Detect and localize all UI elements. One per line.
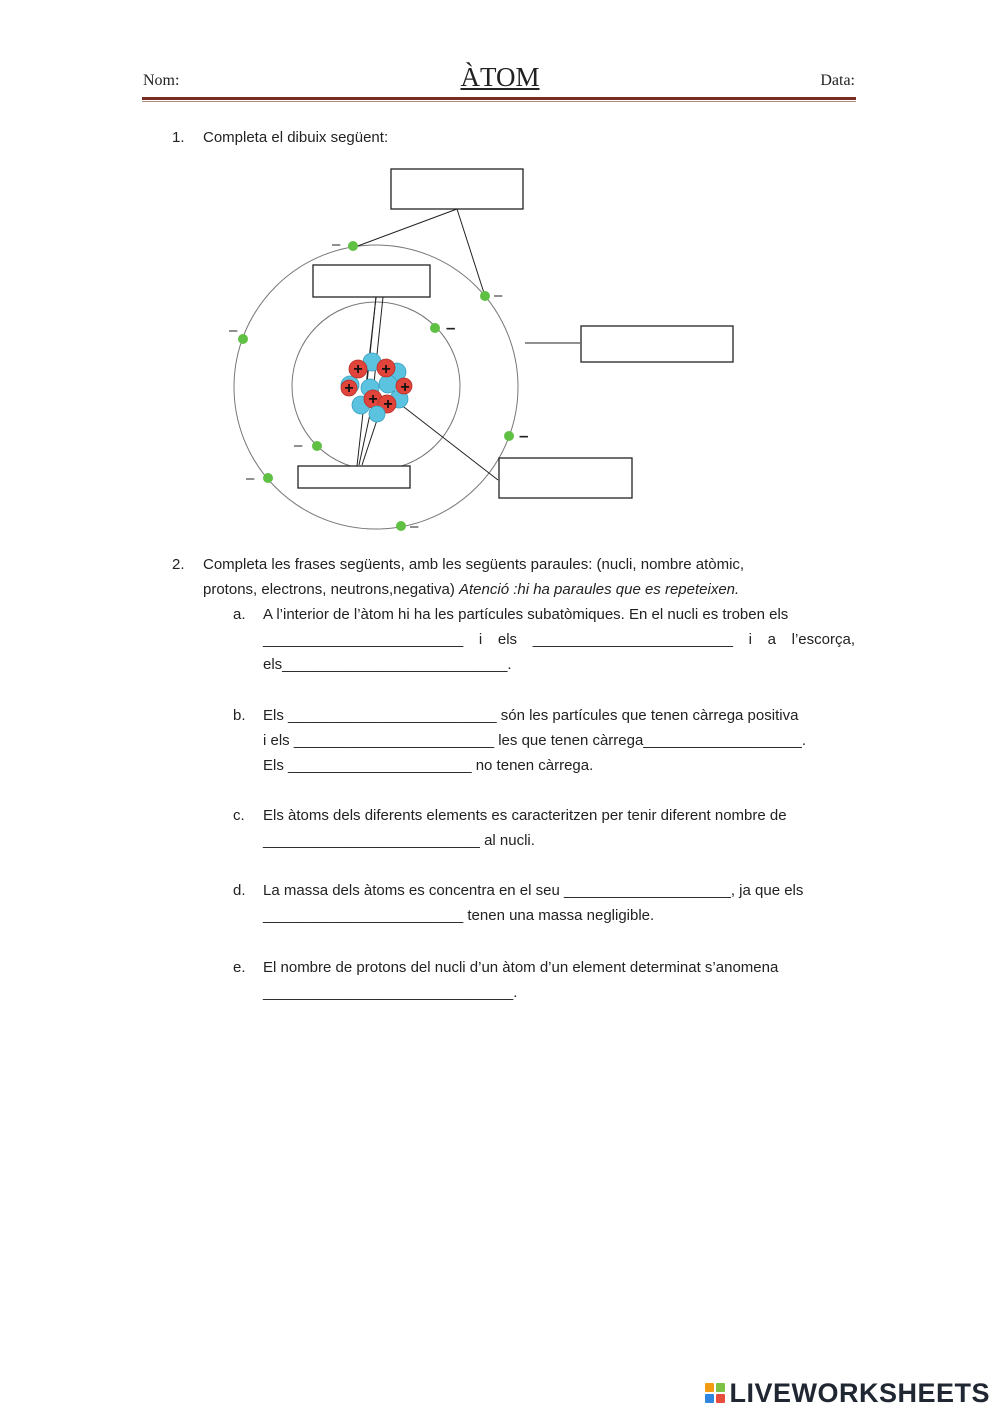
electron [238,334,248,344]
proton-sign: + [344,380,354,397]
proton-sign: + [383,396,393,413]
leader-lines [355,209,580,480]
proton-sign: + [400,379,410,396]
electron-sign: – [246,470,255,487]
label-box-nucleus[interactable] [313,265,430,297]
item-d [263,878,855,928]
electron-sign: – [519,426,529,445]
item-a-line[interactable]: els___________________________. [263,656,512,673]
item-b-line[interactable]: i els ________________________ les que tenen càrrega___________________. [263,732,806,749]
item-letter-a: a. [233,606,246,623]
electron [504,431,514,441]
q2-intro-line1: Completa les frases següents, amb les següents paraules: (nucli, nombre atòmic, [203,556,745,573]
item-a-line: A l’interior de l’àtom hi ha les partícules subatòmiques. En el nucli es troben els [263,606,789,623]
proton-sign: + [353,361,363,378]
item-c [263,803,855,853]
item-letter-d: d. [233,882,246,899]
electron [348,241,358,251]
q2-intro-words: protons, electrons, neutrons,negativa) [203,581,455,598]
item-d-line[interactable]: La massa dels àtoms es concentra en el seu ____________________, ja que els [263,882,804,899]
name-label: Nom: [143,72,180,89]
electron-sign: – [446,318,456,337]
electron [480,291,490,301]
electron [430,323,440,333]
item-c-line: Els àtoms dels diferents elements es caracteritzen per tenir diferent nombre de [263,807,787,824]
item-d-line[interactable]: ________________________ tenen una massa negligible. [263,907,655,924]
electron-sign: – [410,518,419,535]
proton-sign: + [368,391,378,408]
q2-number: 2. [172,556,185,573]
electron-sign: – [294,437,303,454]
item-a-line[interactable]: ________________________ i els ________________________ i a l’escorça, [263,631,855,648]
electron [263,473,273,483]
item-b-line[interactable]: Els _________________________ són les partícules que tenen càrrega positiva [263,707,799,724]
logo-mark-icon [705,1383,725,1403]
label-box-orbit[interactable] [581,326,733,362]
item-b-line[interactable]: Els ______________________ no tenen càrrega. [263,757,594,774]
electron [312,441,322,451]
electron-sign: – [229,322,238,339]
electron [396,521,406,531]
item-a [263,602,855,677]
page-title: ÀTOM [460,62,540,92]
electron-sign: – [494,287,503,304]
item-e-line: El nombre de protons del nucli d’un àtom d’un element determinat s’anomena [263,959,779,976]
date-label: Data: [820,72,855,89]
item-letter-b: b. [233,707,246,724]
atom-diagram [0,0,1000,560]
item-letter-c: c. [233,807,245,824]
label-box-neutron[interactable] [499,458,632,498]
item-letter-e: e. [233,959,246,976]
label-box-proton[interactable] [298,466,410,488]
item-e-line[interactable]: ______________________________. [263,984,518,1001]
item-e [263,955,855,1005]
q1-text: Completa el dibuix següent: [203,129,389,146]
q1-number: 1. [172,129,185,146]
brand-name: LIVEWORKSHEETS [729,1377,990,1408]
liveworksheets-logo[interactable] [705,1378,990,1408]
label-box-electron[interactable] [391,169,523,209]
item-c-line[interactable]: __________________________ al nucli. [263,832,535,849]
item-b [263,703,855,778]
proton-sign: + [381,361,391,378]
q2-intro-line2 [203,577,739,602]
q2-intro-note: Atenció :hi ha paraules que es repeteixen. [459,581,740,598]
electron-sign: – [332,236,341,253]
